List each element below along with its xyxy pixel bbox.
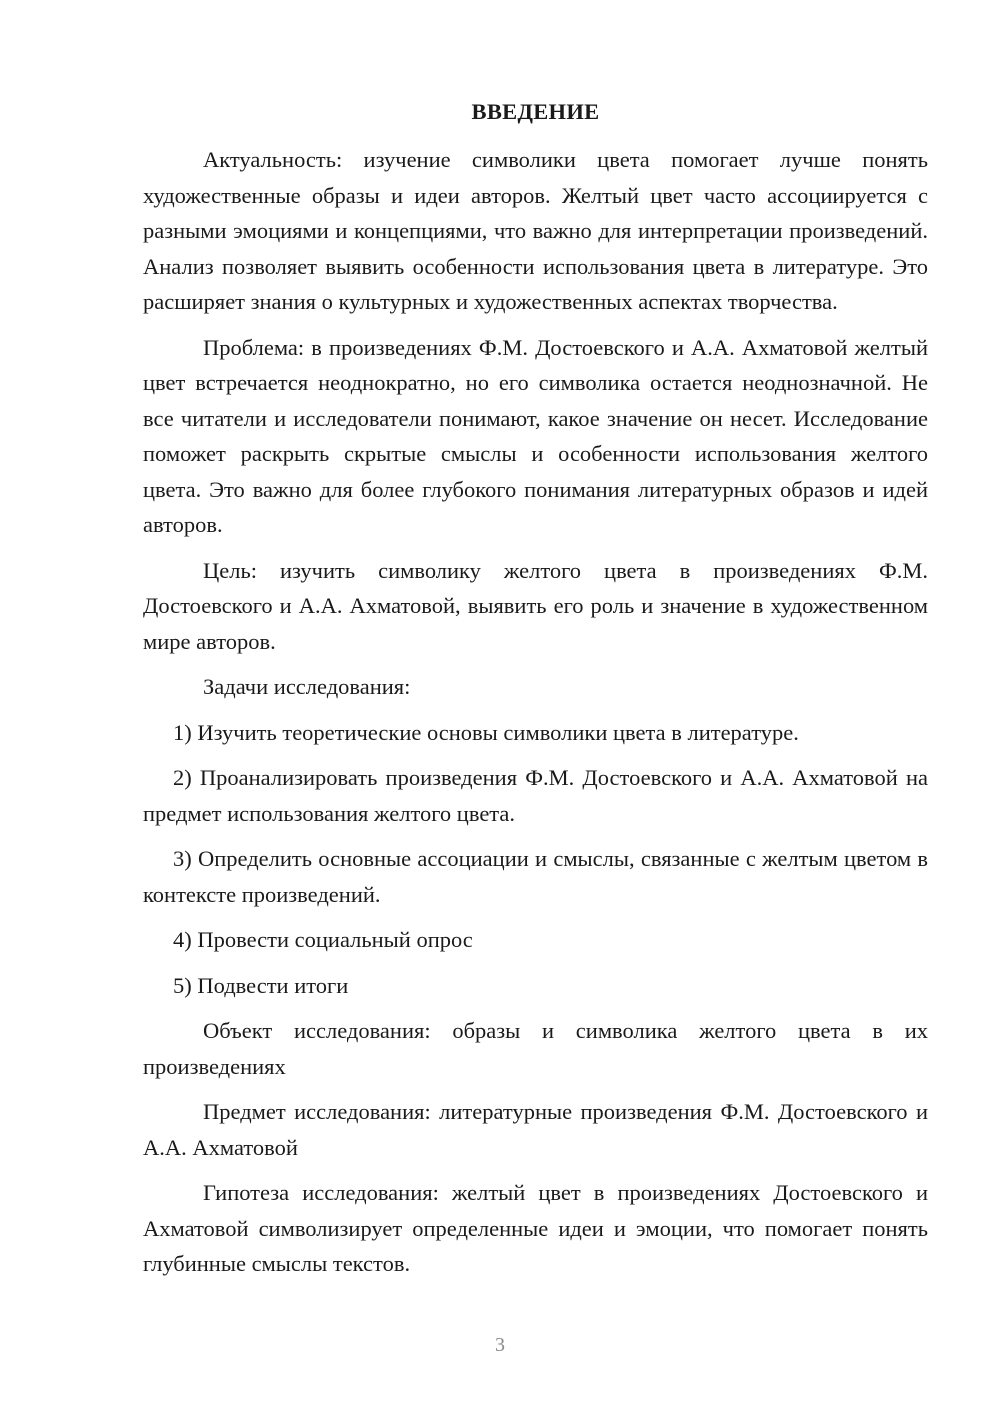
task-item-5: 5) Подвести итоги [173, 972, 349, 998]
task-item-4: 4) Провести социальный опрос [173, 927, 473, 952]
task-item-1: 1) Изучить теоретические основы символики цвета в литературе. [173, 719, 799, 745]
paragraph-hypothesis: Гипотеза исследования: желтый цвет в произведениях Достоевского и Ахматовой символизирует определенные идеи и эмоции, что помогает понять глубинные смыслы текстов. [143, 1180, 928, 1276]
document-body [143, 92, 928, 1292]
task-item-3: 3) Определить основные ассоциации и смыслы, связанные с желтым цветом в контексте произведений. [143, 846, 928, 907]
paragraph-problem: Проблема: в произведениях Ф.М. Достоевского и А.А. Ахматовой желтый цвет встречается неоднократно, но его символика остается неоднозначной. Не все читатели и исследователи понимают, какое значение он несет. Исследование поможет раскрыть скрытые смыслы и особенности использования желтого цвета. Это важно для более глубокого понимания литературных образов и идей авторов. [143, 334, 928, 537]
paragraph-subject: Предмет исследования: литературные произведения Ф.М. Достоевского и А.А. Ахматовой [143, 1099, 928, 1160]
section-title: ВВЕДЕНИЕ [471, 99, 600, 124]
paragraph-tasks-heading: Задачи исследования: [203, 674, 411, 699]
page-number: 3 [495, 1334, 505, 1356]
paragraph-object: Объект исследования: образы и символика желтого цвета в их произведениях [143, 1018, 928, 1079]
task-item-2: 2) Проанализировать произведения Ф.М. Достоевского и А.А. Ахматовой на предмет использования желтого цвета. [143, 765, 928, 826]
paragraph-goal: Цель: изучить символику желтого цвета в произведениях Ф.М. Достоевского и А.А. Ахматовой, выявить его роль и значение в художественном мире авторов. [143, 557, 928, 654]
paragraph-relevance: Актуальность: изучение символики цвета помогает лучше понять художественные образы и идеи авторов. Желтый цвет часто ассоциируется с разными эмоциями и концепциями, что важно для интерпретации произведений. Анализ позволяет выявить особенности использования цвета в литературе. Это расширяет знания о культурных и художественных аспектах творчества. [143, 147, 928, 314]
